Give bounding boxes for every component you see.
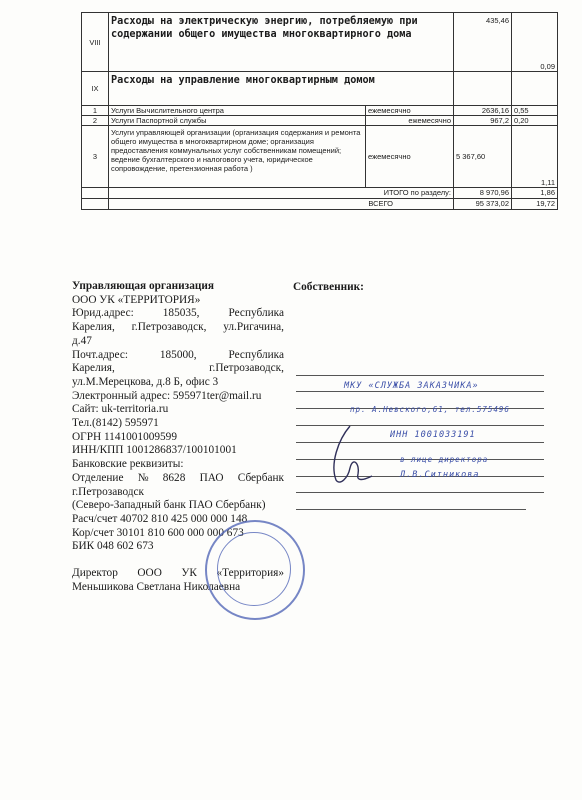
owner-stamp-name: Л.В.Ситникова xyxy=(400,470,480,480)
row-number: 1 xyxy=(82,106,109,116)
row-number: 2 xyxy=(82,116,109,126)
director-line: Директор ООО УК «Территория» xyxy=(72,567,284,580)
subtotal-row xyxy=(82,188,558,199)
row-percent: 1,11 xyxy=(512,126,558,188)
total-row xyxy=(82,199,558,210)
bank-line: г.Петрозаводск xyxy=(72,485,145,498)
owner-stamp-address: пр. А.Невского,61, тел.575496 xyxy=(350,405,510,414)
organization-seal xyxy=(205,520,305,620)
row-value: 5 367,60 xyxy=(454,126,512,188)
account-line: Расч/счет 40702 810 425 000 000 148 xyxy=(72,512,248,525)
director-name: Меньшикова Светлана Николаевна xyxy=(72,580,241,593)
table-row xyxy=(82,13,558,72)
corr-account-line: Кор/счет 30101 810 600 000 000 673 xyxy=(72,526,244,539)
row-period: ежемесячно xyxy=(366,126,454,188)
total-label: ВСЕГО xyxy=(109,199,454,210)
cost-table xyxy=(81,12,558,210)
table-row xyxy=(82,106,558,116)
subtotal-label: ИТОГО по разделу: xyxy=(109,188,454,199)
inn-line: ИНН/КПП 1001286837/100101001 xyxy=(72,444,237,457)
site-line: Сайт: uk-territoria.ru xyxy=(72,403,169,416)
org-name: ООО УК «ТЕРРИТОРИЯ» xyxy=(72,293,201,306)
row-percent: 0,09 xyxy=(512,13,558,72)
row-name: Услуги управляющей организации (организация содержания и ремонта общего имущества в многоквартирном доме; организация предоставления коммунальных услуг собственникам помещений; ведение бухгалтерского и налогового учета, юридическое сопровождение, претензионная работа ) xyxy=(109,126,366,188)
subtotal-percent: 1,86 xyxy=(512,188,558,199)
signature-line xyxy=(296,391,544,392)
owner-stamp-org: МКУ «СЛУЖБА ЗАКАЗЧИКА» xyxy=(344,381,479,391)
row-number: IX xyxy=(82,72,109,106)
bik-line: БИК 048 602 673 xyxy=(72,540,154,553)
signature-line xyxy=(296,375,544,376)
row-percent: 0,55 xyxy=(512,106,558,116)
table-row xyxy=(82,126,558,188)
ogrn-line: ОГРН 1141001009599 xyxy=(72,430,177,443)
total-value: 95 373,02 xyxy=(454,199,512,210)
bank-line: (Северо-Западный банк ПАО Сбербанк) xyxy=(72,499,266,512)
signature-line xyxy=(296,509,526,510)
legal-address-line: Карелия, г.Петрозаводск, ул.Ригачина, xyxy=(72,321,284,334)
row-period: ежемесячно xyxy=(366,116,454,126)
row-name: Услуги Паспортной службы xyxy=(109,116,366,126)
postal-address-line: ул.М.Мерецкова, д.8 Б, офис 3 xyxy=(72,375,219,388)
org-heading: Управляющая организация xyxy=(72,280,215,292)
row-name: Услуги Вычислительного центра xyxy=(109,106,366,116)
legal-address-line: д.47 xyxy=(72,334,92,347)
postal-address-line: Почт.адрес: 185000, Республика xyxy=(72,348,284,361)
subtotal-value: 8 970,96 xyxy=(454,188,512,199)
owner-stamp-inn: ИНН 1001033191 xyxy=(390,430,476,440)
row-number: 3 xyxy=(82,126,109,188)
owner-signature xyxy=(320,420,380,490)
legal-address-line: Юрид.адрес: 185035, Республика xyxy=(72,307,284,320)
signature-line xyxy=(296,492,544,493)
email-line: Электронный адрес: 595971ter@mail.ru xyxy=(72,389,262,402)
table-row xyxy=(82,116,558,126)
row-number: VIII xyxy=(82,13,109,72)
row-title: Расходы на электрическую энергию, потребляемую при содержании общего имущества многоквартирного дома xyxy=(109,13,454,72)
owner-heading: Собственник: xyxy=(293,281,364,293)
row-value: 2636,16 xyxy=(454,106,512,116)
row-value: 435,46 xyxy=(454,13,512,72)
row-value: 967,2 xyxy=(454,116,512,126)
bank-line: Отделение № 8628 ПАО Сбербанк xyxy=(72,471,284,484)
table-row xyxy=(82,72,558,106)
owner-stamp-role: в лице директора xyxy=(400,455,489,464)
postal-address-line: Карелия, г.Петрозаводск, xyxy=(72,362,284,375)
row-period: ежемесячно xyxy=(366,106,454,116)
phone-line: Тел.(8142) 595971 xyxy=(72,417,159,430)
total-percent: 19,72 xyxy=(512,199,558,210)
row-percent: 0,20 xyxy=(512,116,558,126)
bank-heading: Банковские реквизиты: xyxy=(72,458,184,471)
row-title: Расходы на управление многоквартирным домом xyxy=(109,72,454,106)
